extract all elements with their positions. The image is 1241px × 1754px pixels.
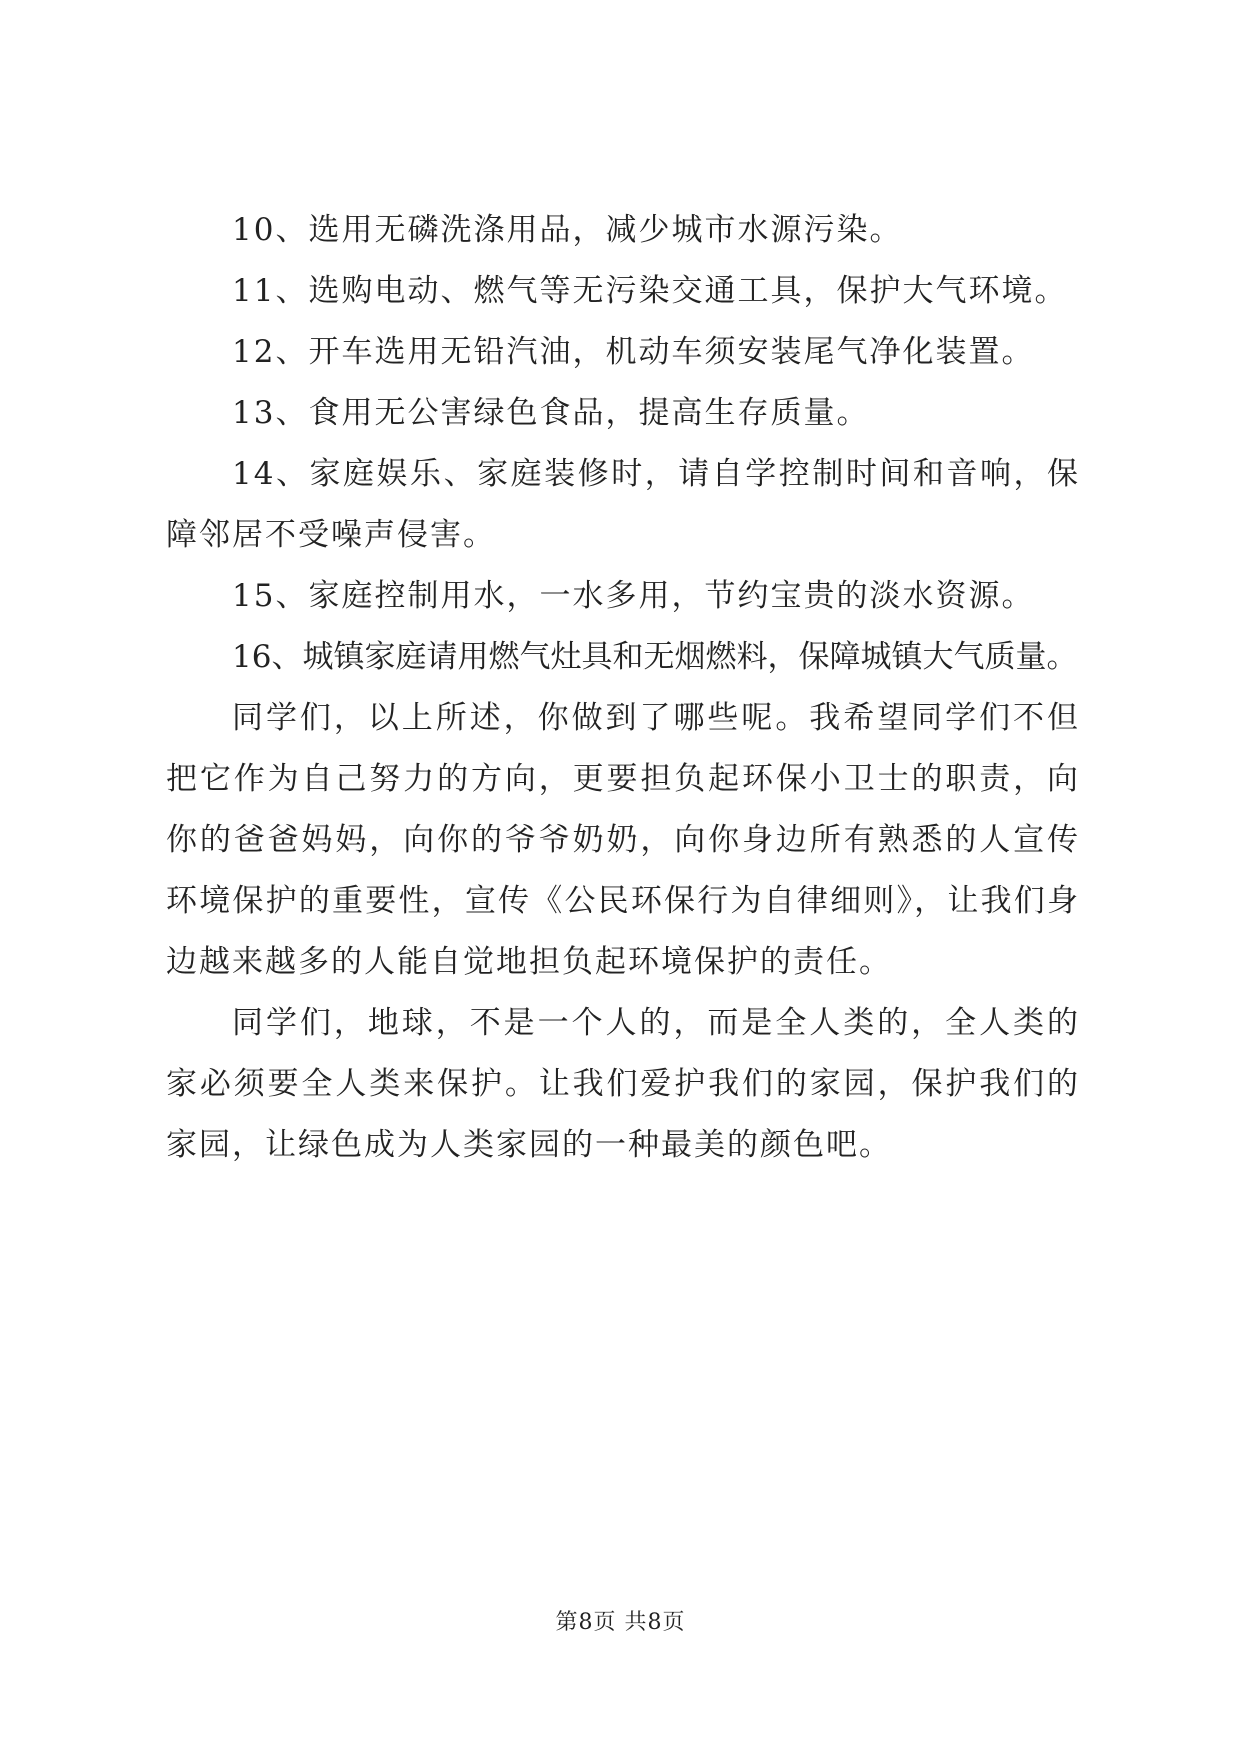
paragraph-item-16: 16、城镇家庭请用燃气灶具和无烟燃料，保障城镇大气质量。 bbox=[232, 639, 1078, 675]
page-footer: 第8页 共8页 bbox=[555, 1610, 686, 1635]
paragraph-appeal: 同学们，以上所述，你做到了哪些呢。我希望同学们不但把它作为自己努力的方向，更要担负起环保小卫士的职责，向你的爸爸妈妈，向你的爷爷奶奶，向你身边所有熟悉的人宣传环境保护的重要性，宣传《公民环保行为自律细则》，让我们身边越来越多的人能自觉地担负起环境保护的责任。 bbox=[166, 700, 1080, 980]
paragraph-closing: 同学们，地球，不是一个人的，而是全人类的，全人类的家必须要全人类来保护。让我们爱护我们的家园，保护我们的家园，让绿色成为人类家园的一种最美的颜色吧。 bbox=[166, 1005, 1080, 1163]
paragraph-item-12: 12、开车选用无铅汽油，机动车须安装尾气净化装置。 bbox=[232, 334, 1035, 370]
paragraph-item-13: 13、食用无公害绿色食品，提高生存质量。 bbox=[232, 395, 870, 431]
paragraph-item-14: 14、家庭娱乐、家庭装修时，请自学控制时间和音响，保障邻居不受噪声侵害。 bbox=[166, 456, 1080, 553]
paragraph-item-11: 11、选购电动、燃气等无污染交通工具，保护大气环境。 bbox=[232, 273, 1068, 309]
document-body bbox=[166, 200, 1080, 1176]
paragraph-item-15: 15、家庭控制用水，一水多用，节约宝贵的淡水资源。 bbox=[232, 578, 1035, 614]
paragraph-item-10: 10、选用无磷洗涤用品，减少城市水源污染。 bbox=[232, 212, 903, 248]
